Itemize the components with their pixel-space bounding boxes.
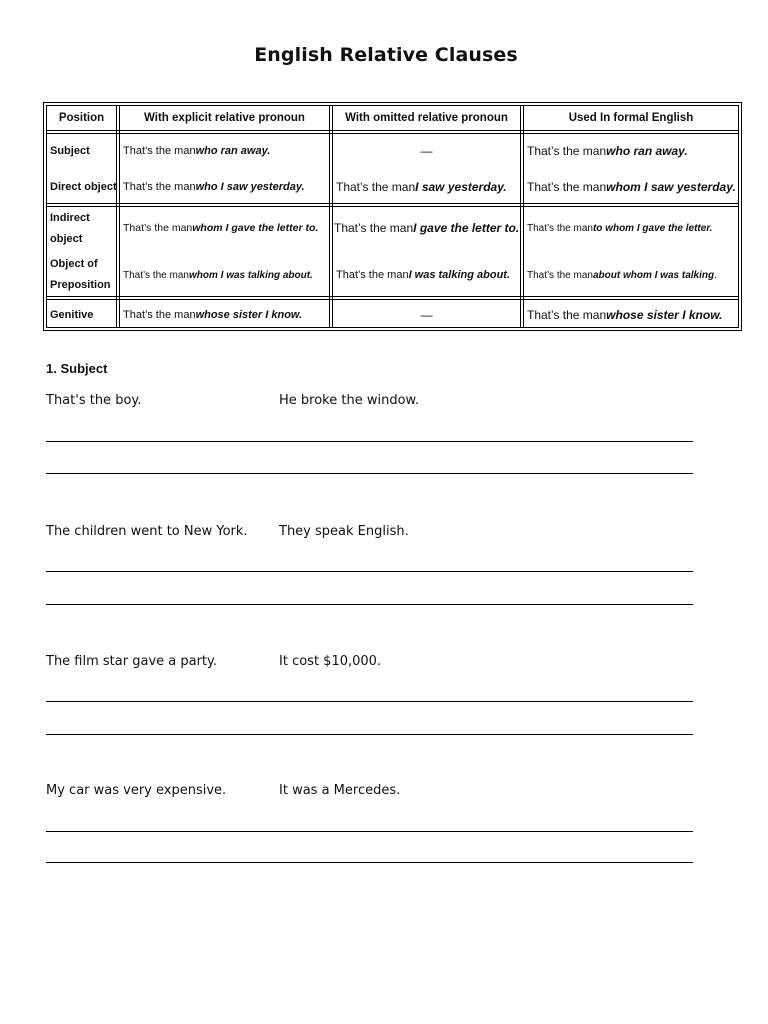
exercise-sentence-b: They speak English. — [279, 524, 409, 539]
answer-line[interactable] — [46, 473, 693, 474]
indirect-object-explicit: That’s the man whom I gave the letter to. — [123, 222, 319, 234]
subject-formal: That’s the man who ran away. — [527, 144, 688, 158]
position-subject: Subject — [50, 144, 90, 157]
header-position: Position — [58, 112, 105, 124]
direct-object-omitted: That’s the man I saw yesterday. — [336, 180, 507, 194]
answer-line[interactable] — [46, 441, 693, 442]
exercise-sentence-a: The children went to New York. — [46, 524, 248, 539]
subject-omitted: — — [420, 144, 433, 158]
subject-explicit: That’s the man who ran away. — [123, 145, 271, 157]
genitive-formal: That’s the man whose sister I know. — [527, 308, 723, 322]
genitive-explicit: That’s the man whose sister I know. — [123, 309, 303, 321]
genitive-omitted: — — [420, 308, 433, 322]
object-of-preposition-formal: That’s the man about whom I was talking . — [527, 269, 717, 281]
position-object-of-preposition: Object of Preposition — [50, 258, 111, 291]
exercise-sentence-a: That's the boy. — [46, 393, 142, 408]
exercise-sentence-a: The film star gave a party. — [46, 654, 217, 669]
header-formal: Used In formal English — [568, 112, 694, 124]
exercise-sentence-a: My car was very expensive. — [46, 783, 227, 798]
exercise-sentence-b: It cost $10,000. — [279, 654, 382, 669]
relative-clauses-table — [43, 102, 742, 331]
answer-line[interactable] — [46, 604, 693, 605]
position-indirect-object: Indirect object — [50, 212, 90, 245]
position-direct-object: Direct object — [50, 180, 117, 193]
answer-line[interactable] — [46, 571, 693, 572]
exercise-sentence-b: It was a Mercedes. — [279, 783, 401, 798]
direct-object-formal: That’s the man whom I saw yesterday. — [527, 180, 736, 194]
indirect-object-formal: That’s the man to whom I gave the letter. — [527, 222, 713, 234]
page-title: English Relative Clauses — [254, 44, 518, 66]
answer-line[interactable] — [46, 862, 693, 863]
object-of-preposition-omitted: That’s the man I was talking about. — [336, 269, 511, 281]
answer-line[interactable] — [46, 831, 693, 832]
direct-object-explicit: That’s the man who I saw yesterday. — [123, 181, 305, 193]
answer-line[interactable] — [46, 701, 693, 702]
header-omitted: With omitted relative pronoun — [345, 112, 508, 124]
position-genitive: Genitive — [50, 308, 94, 321]
header-explicit: With explicit relative pronoun — [144, 112, 305, 124]
section-heading: 1. Subject — [46, 361, 108, 376]
indirect-object-omitted: That’s the man I gave the letter to. — [334, 221, 520, 235]
answer-line[interactable] — [46, 734, 693, 735]
exercise-sentence-b: He broke the window. — [279, 393, 420, 408]
object-of-preposition-explicit: That’s the man whom I was talking about. — [123, 269, 313, 281]
